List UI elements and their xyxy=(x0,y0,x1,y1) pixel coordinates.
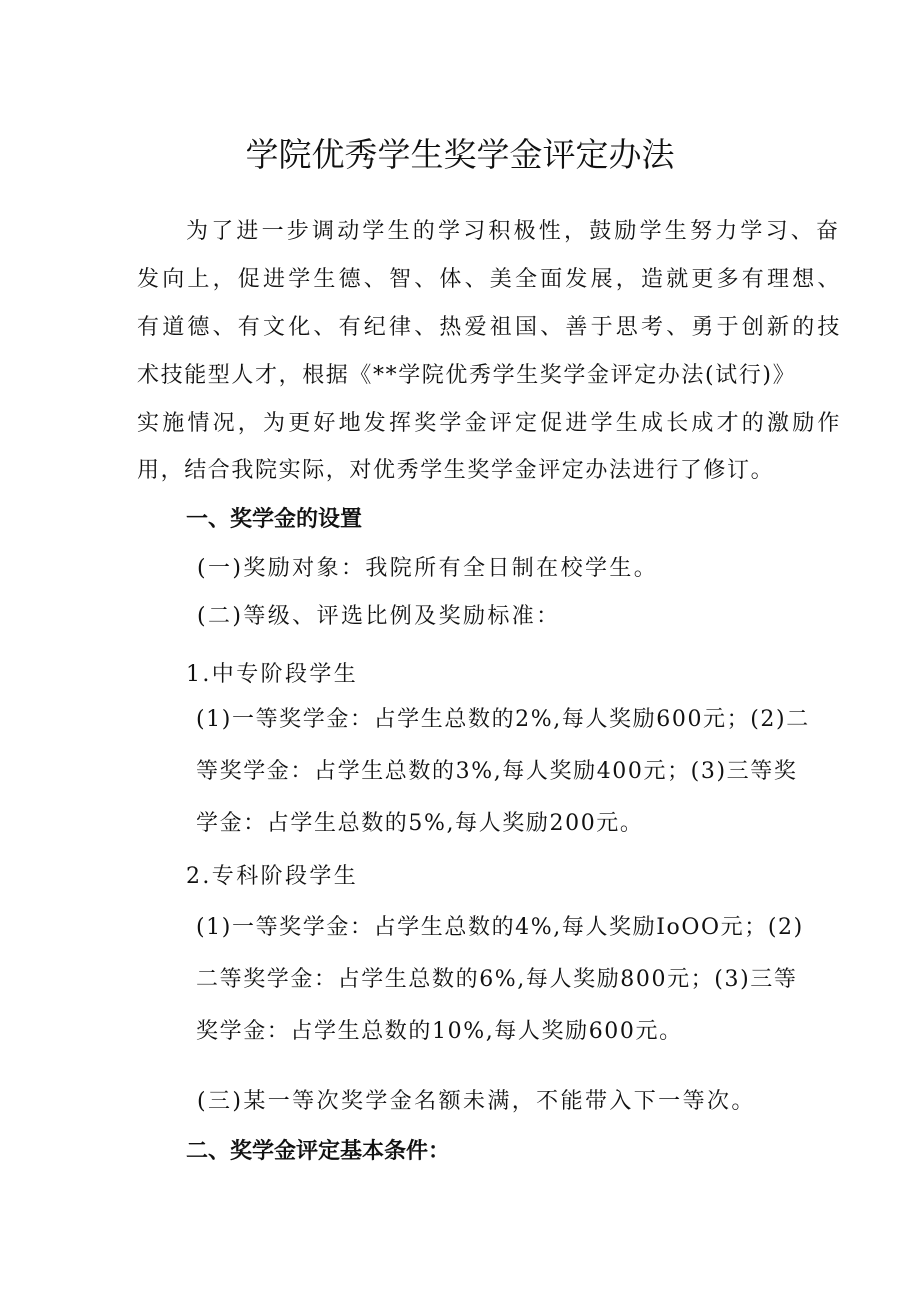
document-title: 学院优秀学生奖学金评定办法 xyxy=(245,135,675,174)
section-item: (二)等级、评选比例及奖励标准： xyxy=(197,604,561,629)
intro-line: 有道德、有文化、有纪律、热爱祖国、善于思考、勇于创新的技 xyxy=(137,315,843,340)
subsection-title: 1.中专阶段学生 xyxy=(186,662,359,687)
intro-line: 实施情况，为更好地发挥奖学金评定促进学生成长成才的激励作 xyxy=(137,411,843,436)
award-line: (1)一等奖学金：占学生总数的4%,每人奖励IoOO元；(2) xyxy=(196,915,804,940)
award-line: 奖学金：占学生总数的10%,每人奖励600元。 xyxy=(196,1019,683,1044)
section-heading: 二、奖学金评定基本条件： xyxy=(186,1139,451,1164)
award-line: 二等奖学金：占学生总数的6%,每人奖励800元；(3)三等 xyxy=(196,967,798,992)
intro-line: 术技能型人才，根据《**学院优秀学生奖学金评定办法(试行)》 xyxy=(137,363,797,388)
award-line: 学金：占学生总数的5%,每人奖励200元。 xyxy=(196,811,644,836)
section-item: (三)某一等次奖学金名额未满，不能带入下一等次。 xyxy=(197,1089,756,1114)
section-item: (一)奖励对象：我院所有全日制在校学生。 xyxy=(197,556,659,581)
award-line: 等奖学金：占学生总数的3%,每人奖励400元；(3)三等奖 xyxy=(196,759,798,784)
section-heading: 一、奖学金的设置 xyxy=(186,507,363,532)
subsection-title: 2.专科阶段学生 xyxy=(186,864,359,889)
intro-line: 为了进一步调动学生的学习积极性，鼓励学生努力学习、奋 xyxy=(186,219,842,244)
award-line: (1)一等奖学金：占学生总数的2%,每人奖励600元；(2)二 xyxy=(196,707,810,732)
intro-line: 发向上，促进学生德、智、体、美全面发展，造就更多有理想、 xyxy=(137,267,843,292)
intro-line: 用，结合我院实际，对优秀学生奖学金评定办法进行了修订。 xyxy=(137,458,775,483)
